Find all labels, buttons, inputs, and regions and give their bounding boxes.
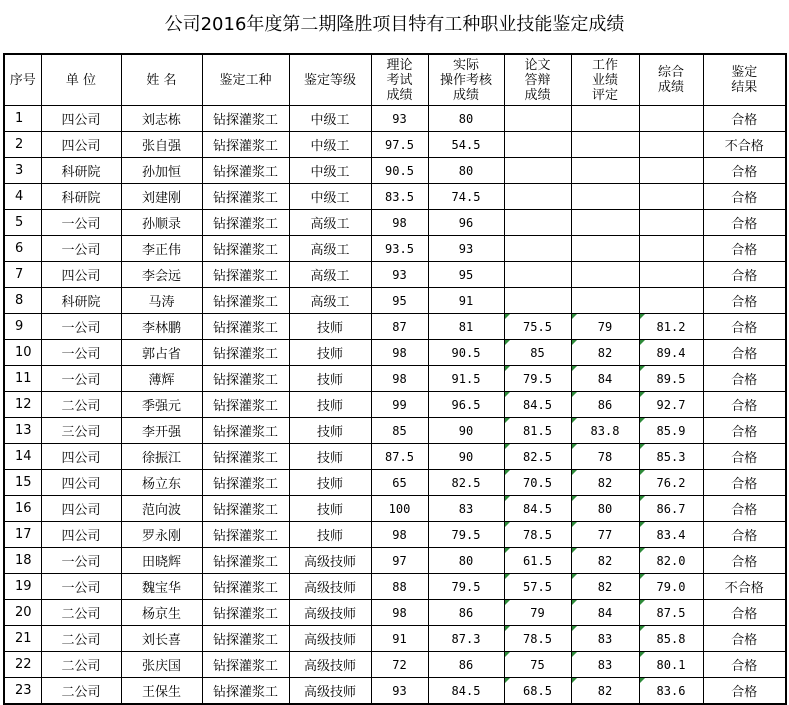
table-cell: 二公司	[41, 678, 121, 705]
table-cell	[571, 132, 639, 158]
table-cell: 80	[428, 158, 504, 184]
table-cell: 87.5	[639, 600, 703, 626]
table-cell: 85.8	[639, 626, 703, 652]
table-cell: 钻探灌浆工	[202, 574, 289, 600]
table-cell: 一公司	[41, 548, 121, 574]
table-cell: 7	[4, 262, 41, 288]
table-cell: 93	[371, 106, 428, 132]
table-cell: 80	[571, 496, 639, 522]
table-cell: 钻探灌浆工	[202, 158, 289, 184]
table-cell: 合格	[703, 496, 786, 522]
table-row	[4, 340, 786, 366]
column-header: 单 位	[41, 54, 121, 106]
table-cell: 1	[4, 106, 41, 132]
table-cell: 78.5	[504, 522, 571, 548]
table-cell	[504, 236, 571, 262]
table-cell: 钻探灌浆工	[202, 392, 289, 418]
table-cell: 钻探灌浆工	[202, 184, 289, 210]
table-cell: 合格	[703, 418, 786, 444]
table-row	[4, 600, 786, 626]
table-cell: 83	[571, 652, 639, 678]
table-cell: 13	[4, 418, 41, 444]
table-cell: 79	[504, 600, 571, 626]
table-cell: 四公司	[41, 132, 121, 158]
table-cell: 科研院	[41, 288, 121, 314]
table-row	[4, 652, 786, 678]
table-cell: 钻探灌浆工	[202, 496, 289, 522]
table-cell: 82.5	[504, 444, 571, 470]
table-cell: 61.5	[504, 548, 571, 574]
table-cell	[639, 262, 703, 288]
table-row	[4, 132, 786, 158]
table-cell: 科研院	[41, 158, 121, 184]
table-cell: 98	[371, 522, 428, 548]
table-row	[4, 418, 786, 444]
table-cell: 钻探灌浆工	[202, 548, 289, 574]
table-cell: 87	[371, 314, 428, 340]
table-cell: 65	[371, 470, 428, 496]
table-cell: 85	[371, 418, 428, 444]
table-cell: 96	[428, 210, 504, 236]
table-cell: 高级工	[289, 236, 371, 262]
table-cell: 孙顺录	[121, 210, 202, 236]
table-row	[4, 236, 786, 262]
table-cell: 合格	[703, 626, 786, 652]
table-row	[4, 366, 786, 392]
table-cell: 76.2	[639, 470, 703, 496]
table-cell: 98	[371, 210, 428, 236]
table-cell: 84.5	[428, 678, 504, 705]
column-header: 姓 名	[121, 54, 202, 106]
table-cell: 不合格	[703, 574, 786, 600]
table-cell: 钻探灌浆工	[202, 210, 289, 236]
table-cell: 82	[571, 470, 639, 496]
table-cell: 合格	[703, 522, 786, 548]
table-cell: 89.5	[639, 366, 703, 392]
table-cell: 89.4	[639, 340, 703, 366]
table-cell: 钻探灌浆工	[202, 262, 289, 288]
table-row	[4, 678, 786, 705]
table-cell: 15	[4, 470, 41, 496]
table-cell: 85.3	[639, 444, 703, 470]
table-cell: 79.0	[639, 574, 703, 600]
table-cell: 中级工	[289, 132, 371, 158]
table-cell: 钻探灌浆工	[202, 522, 289, 548]
table-row	[4, 158, 786, 184]
table-cell: 合格	[703, 184, 786, 210]
table-cell: 技师	[289, 496, 371, 522]
table-cell: 合格	[703, 314, 786, 340]
table-cell: 李正伟	[121, 236, 202, 262]
table-cell: 82	[571, 548, 639, 574]
table-body	[4, 106, 786, 705]
table-cell	[504, 132, 571, 158]
table-cell: 钻探灌浆工	[202, 678, 289, 705]
table-cell: 83	[571, 626, 639, 652]
table-cell	[571, 262, 639, 288]
table-cell: 93	[428, 236, 504, 262]
table-cell: 72	[371, 652, 428, 678]
table-cell: 刘建刚	[121, 184, 202, 210]
table-cell: 合格	[703, 678, 786, 705]
table-cell: 合格	[703, 470, 786, 496]
table-cell: 刘长喜	[121, 626, 202, 652]
table-cell	[571, 288, 639, 314]
table-cell: 90	[428, 444, 504, 470]
table-cell	[639, 106, 703, 132]
table-cell: 一公司	[41, 574, 121, 600]
table-cell: 技师	[289, 418, 371, 444]
table-cell: 王保生	[121, 678, 202, 705]
table-cell: 张自强	[121, 132, 202, 158]
table-cell: 14	[4, 444, 41, 470]
table-cell: 一公司	[41, 314, 121, 340]
table-cell: 91	[428, 288, 504, 314]
table-cell: 84.5	[504, 392, 571, 418]
table-cell: 95	[371, 288, 428, 314]
table-cell: 高级技师	[289, 678, 371, 705]
column-header: 实际 操作考核 成绩	[428, 54, 504, 106]
table-cell: 79	[571, 314, 639, 340]
table-cell	[571, 236, 639, 262]
table-cell: 79.5	[428, 522, 504, 548]
table-cell: 一公司	[41, 366, 121, 392]
table-cell: 18	[4, 548, 41, 574]
table-cell: 5	[4, 210, 41, 236]
table-cell: 78.5	[504, 626, 571, 652]
table-row	[4, 262, 786, 288]
table-cell: 杨京生	[121, 600, 202, 626]
table-cell: 中级工	[289, 158, 371, 184]
table-cell: 技师	[289, 470, 371, 496]
table-row	[4, 392, 786, 418]
table-cell: 86.7	[639, 496, 703, 522]
table-row	[4, 574, 786, 600]
table-cell: 81	[428, 314, 504, 340]
table-cell: 82.5	[428, 470, 504, 496]
table-cell: 徐振江	[121, 444, 202, 470]
table-cell: 合格	[703, 106, 786, 132]
table-row	[4, 470, 786, 496]
table-cell: 钻探灌浆工	[202, 340, 289, 366]
table-cell: 93.5	[371, 236, 428, 262]
table-cell: 合格	[703, 210, 786, 236]
table-cell: 薄辉	[121, 366, 202, 392]
table-cell: 3	[4, 158, 41, 184]
table-cell: 合格	[703, 600, 786, 626]
table-cell: 合格	[703, 340, 786, 366]
table-cell: 2	[4, 132, 41, 158]
table-cell: 83.4	[639, 522, 703, 548]
table-cell: 54.5	[428, 132, 504, 158]
table-cell: 钻探灌浆工	[202, 366, 289, 392]
table-cell: 21	[4, 626, 41, 652]
table-cell: 钻探灌浆工	[202, 106, 289, 132]
table-cell: 高级技师	[289, 626, 371, 652]
table-cell: 杨立东	[121, 470, 202, 496]
table-cell: 高级技师	[289, 548, 371, 574]
table-cell: 88	[371, 574, 428, 600]
score-table	[3, 53, 787, 705]
table-cell: 四公司	[41, 496, 121, 522]
table-cell: 9	[4, 314, 41, 340]
table-cell: 技师	[289, 444, 371, 470]
table-cell: 98	[371, 340, 428, 366]
table-cell: 二公司	[41, 652, 121, 678]
table-cell: 20	[4, 600, 41, 626]
column-header: 鉴定工种	[202, 54, 289, 106]
table-cell: 98	[371, 600, 428, 626]
table-cell: 三公司	[41, 418, 121, 444]
table-cell: 技师	[289, 340, 371, 366]
table-cell: 技师	[289, 392, 371, 418]
table-cell: 不合格	[703, 132, 786, 158]
table-cell: 79.5	[428, 574, 504, 600]
table-cell: 95	[428, 262, 504, 288]
table-cell: 一公司	[41, 210, 121, 236]
table-cell: 合格	[703, 392, 786, 418]
table-cell	[639, 184, 703, 210]
table-cell: 二公司	[41, 600, 121, 626]
table-cell: 二公司	[41, 392, 121, 418]
table-cell: 季强元	[121, 392, 202, 418]
table-cell: 97	[371, 548, 428, 574]
table-cell: 87.5	[371, 444, 428, 470]
table-cell: 四公司	[41, 262, 121, 288]
table-cell: 86	[571, 392, 639, 418]
table-cell: 4	[4, 184, 41, 210]
table-cell: 孙加恒	[121, 158, 202, 184]
table-cell: 91	[371, 626, 428, 652]
table-cell: 钻探灌浆工	[202, 418, 289, 444]
table-cell	[639, 210, 703, 236]
table-cell: 8	[4, 288, 41, 314]
table-cell: 81.2	[639, 314, 703, 340]
table-cell: 93	[371, 678, 428, 705]
table-row	[4, 106, 786, 132]
table-cell: 75.5	[504, 314, 571, 340]
table-cell: 罗永刚	[121, 522, 202, 548]
table-cell: 郭占省	[121, 340, 202, 366]
table-cell	[504, 262, 571, 288]
table-row	[4, 288, 786, 314]
page-title: 公司2016年度第二期隆胜项目特有工种职业技能鉴定成绩	[164, 14, 625, 35]
table-cell: 100	[371, 496, 428, 522]
table-cell: 90.5	[371, 158, 428, 184]
table-cell	[639, 236, 703, 262]
table-cell: 合格	[703, 366, 786, 392]
table-row	[4, 184, 786, 210]
table-cell: 中级工	[289, 106, 371, 132]
table-cell: 高级技师	[289, 600, 371, 626]
column-header: 综合 成绩	[639, 54, 703, 106]
column-header: 工作 业绩 评定	[571, 54, 639, 106]
table-cell: 钻探灌浆工	[202, 470, 289, 496]
table-cell: 高级技师	[289, 574, 371, 600]
table-cell: 22	[4, 652, 41, 678]
table-cell: 98	[371, 366, 428, 392]
table-cell: 四公司	[41, 522, 121, 548]
table-cell: 74.5	[428, 184, 504, 210]
table-row	[4, 210, 786, 236]
table-cell	[639, 288, 703, 314]
table-cell	[504, 158, 571, 184]
table-cell: 11	[4, 366, 41, 392]
table-cell: 84	[571, 600, 639, 626]
table-cell: 中级工	[289, 184, 371, 210]
table-cell: 魏宝华	[121, 574, 202, 600]
table-cell: 钻探灌浆工	[202, 236, 289, 262]
column-header: 鉴定 结果	[703, 54, 786, 106]
table-cell	[639, 132, 703, 158]
table-cell: 钻探灌浆工	[202, 652, 289, 678]
table-cell	[504, 210, 571, 236]
table-cell: 82	[571, 340, 639, 366]
table-cell: 19	[4, 574, 41, 600]
table-cell: 合格	[703, 262, 786, 288]
table-cell: 81.5	[504, 418, 571, 444]
table-cell: 技师	[289, 522, 371, 548]
column-header: 论文 答辩 成绩	[504, 54, 571, 106]
table-row	[4, 444, 786, 470]
table-cell: 二公司	[41, 626, 121, 652]
table-cell: 钻探灌浆工	[202, 626, 289, 652]
table-cell: 高级技师	[289, 652, 371, 678]
table-cell: 钻探灌浆工	[202, 314, 289, 340]
table-cell: 90.5	[428, 340, 504, 366]
table-cell: 97.5	[371, 132, 428, 158]
table-cell: 高级工	[289, 288, 371, 314]
table-cell: 12	[4, 392, 41, 418]
table-cell: 马涛	[121, 288, 202, 314]
table-cell: 合格	[703, 652, 786, 678]
table-cell: 83	[428, 496, 504, 522]
table-cell: 68.5	[504, 678, 571, 705]
table-cell: 82	[571, 574, 639, 600]
table-row	[4, 496, 786, 522]
table-cell	[504, 184, 571, 210]
column-header: 序号	[4, 54, 41, 106]
table-cell: 合格	[703, 158, 786, 184]
table-cell: 85.9	[639, 418, 703, 444]
column-header: 鉴定等级	[289, 54, 371, 106]
table-cell: 83.5	[371, 184, 428, 210]
table-cell: 83.8	[571, 418, 639, 444]
table-cell: 70.5	[504, 470, 571, 496]
table-cell: 6	[4, 236, 41, 262]
table-cell: 87.3	[428, 626, 504, 652]
table-cell: 范向波	[121, 496, 202, 522]
table-cell: 57.5	[504, 574, 571, 600]
table-cell: 四公司	[41, 106, 121, 132]
table-cell: 张庆国	[121, 652, 202, 678]
table-cell	[504, 106, 571, 132]
table-cell: 80	[428, 106, 504, 132]
table-cell: 96.5	[428, 392, 504, 418]
table-cell: 17	[4, 522, 41, 548]
table-cell: 四公司	[41, 444, 121, 470]
table-cell: 99	[371, 392, 428, 418]
table-cell: 科研院	[41, 184, 121, 210]
column-header: 理论 考试 成绩	[371, 54, 428, 106]
table-cell: 合格	[703, 548, 786, 574]
table-cell: 钻探灌浆工	[202, 288, 289, 314]
table-row	[4, 522, 786, 548]
table-cell	[571, 106, 639, 132]
table-cell: 一公司	[41, 236, 121, 262]
table-cell: 86	[428, 652, 504, 678]
table-cell: 刘志栋	[121, 106, 202, 132]
table-cell: 10	[4, 340, 41, 366]
table-cell	[571, 210, 639, 236]
header-row	[4, 54, 786, 106]
table-cell: 李开强	[121, 418, 202, 444]
table-cell: 李林鹏	[121, 314, 202, 340]
table-cell: 92.7	[639, 392, 703, 418]
table-cell: 78	[571, 444, 639, 470]
table-cell: 23	[4, 678, 41, 705]
table-cell: 90	[428, 418, 504, 444]
table-row	[4, 626, 786, 652]
table-cell: 91.5	[428, 366, 504, 392]
table-cell: 合格	[703, 236, 786, 262]
table-cell: 75	[504, 652, 571, 678]
table-cell: 高级工	[289, 210, 371, 236]
table-row	[4, 314, 786, 340]
table-cell: 合格	[703, 288, 786, 314]
table-cell: 80.1	[639, 652, 703, 678]
table-cell: 84.5	[504, 496, 571, 522]
table-cell: 83.6	[639, 678, 703, 705]
table-cell: 合格	[703, 444, 786, 470]
table-cell	[639, 158, 703, 184]
table-cell	[504, 288, 571, 314]
table-cell: 85	[504, 340, 571, 366]
table-cell: 四公司	[41, 470, 121, 496]
table-cell: 79.5	[504, 366, 571, 392]
table-cell: 李会远	[121, 262, 202, 288]
table-cell: 80	[428, 548, 504, 574]
table-cell: 82.0	[639, 548, 703, 574]
table-cell: 82	[571, 678, 639, 705]
table-cell: 钻探灌浆工	[202, 444, 289, 470]
table-cell: 86	[428, 600, 504, 626]
table-cell: 93	[371, 262, 428, 288]
table-cell: 田晓辉	[121, 548, 202, 574]
table-cell	[571, 184, 639, 210]
table-cell: 钻探灌浆工	[202, 600, 289, 626]
table-cell: 84	[571, 366, 639, 392]
table-cell: 一公司	[41, 340, 121, 366]
table-cell: 高级工	[289, 262, 371, 288]
table-cell: 77	[571, 522, 639, 548]
table-row	[4, 548, 786, 574]
table-cell: 16	[4, 496, 41, 522]
table-cell: 技师	[289, 314, 371, 340]
table-cell: 技师	[289, 366, 371, 392]
table-cell	[571, 158, 639, 184]
table-cell: 钻探灌浆工	[202, 132, 289, 158]
